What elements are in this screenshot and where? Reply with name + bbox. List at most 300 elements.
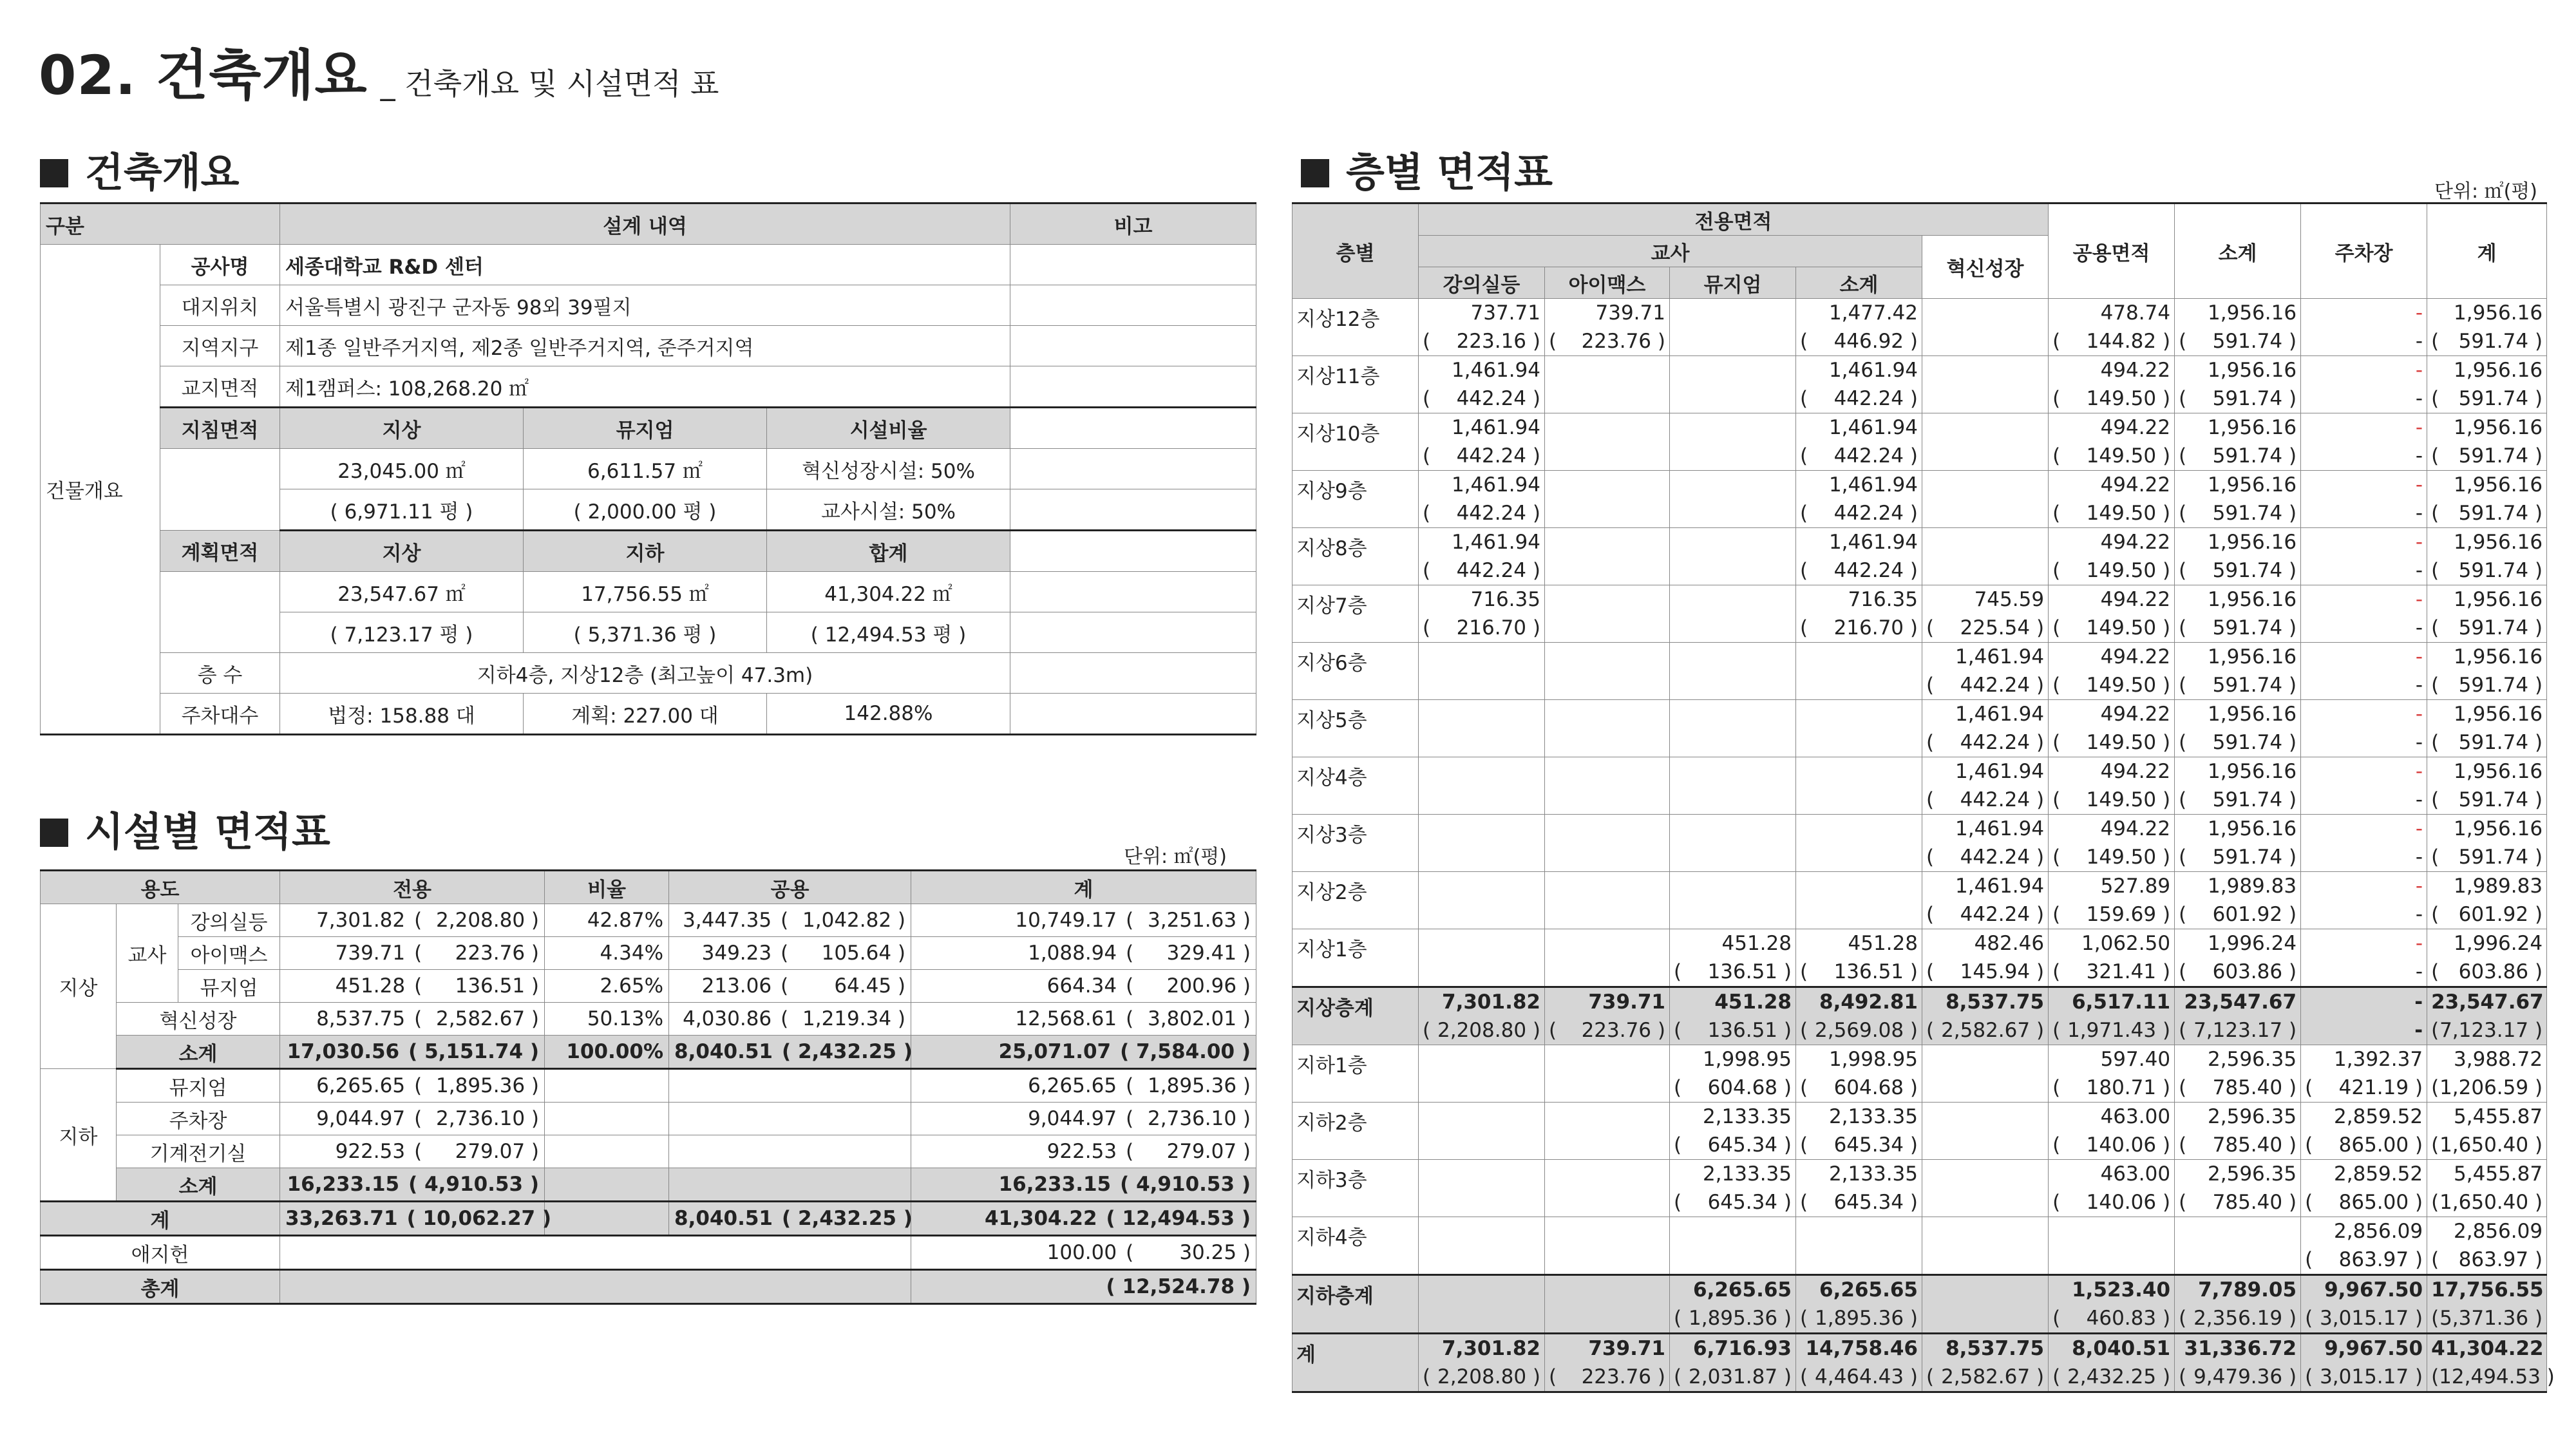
floor-label: 지상층계 (1293, 987, 1419, 1045)
plan-sum-py: ( 12,494.53 평 ) (767, 612, 1010, 653)
floor-common-py: 149.50 (2086, 387, 2157, 410)
floor-total-m2: 23,547.67 (2431, 990, 2544, 1014)
floor-museum (1670, 815, 1796, 872)
floor-subtotal: 1,956.16 ( 591.74 ) (2175, 815, 2301, 872)
floor-school-subtotal: 2,133.35 ( 645.34 ) (1796, 1103, 1922, 1160)
floor-common: 1,523.40 ( 460.83 ) (2049, 1275, 2175, 1334)
floor-total-py: 591.74 (2458, 444, 2529, 468)
floor-subtotal: 2,596.35 ( 785.40 ) (2175, 1045, 2301, 1103)
floor-common: 494.22 ( 149.50 ) (2049, 413, 2175, 471)
common: 4,030.86 ( 1,219.34 ) (669, 1003, 911, 1036)
floor-common: 478.74 ( 144.82 ) (2049, 299, 2175, 356)
common: 8,040.51 ( 2,432.25 ) (669, 1202, 911, 1236)
floor-imax (1545, 471, 1670, 528)
floor-subtotal: 1,956.16 ( 591.74 ) (2175, 413, 2301, 471)
floor-museum: 2,133.35 ( 645.34 ) (1670, 1103, 1796, 1160)
plan-label: 계획면적 (160, 531, 280, 572)
floor-subtotal-py: 785.40 (2212, 1076, 2283, 1099)
floor-school-subtotal: 8,492.81 ( 2,569.08 ) (1796, 987, 1922, 1045)
floor-parking-dash: - (2415, 473, 2423, 497)
floor-school-subtotal-py: 216.70 (1833, 616, 1904, 639)
facility-row (41, 1036, 1256, 1069)
floor-common-m2: 6,517.11 (2072, 990, 2171, 1014)
floor-subtotal: 1,956.16 ( 591.74 ) (2175, 356, 2301, 413)
h-lecture: 강의실등 (1419, 267, 1545, 299)
floor-lecture (1419, 1217, 1545, 1275)
floor-lecture-m2: 7,301.82 (1442, 990, 1540, 1014)
common: 3,447.35 ( 1,042.82 ) (669, 904, 911, 937)
floor-lecture (1419, 1275, 1545, 1334)
floor-imax (1545, 872, 1670, 929)
floor-common-m2: 494.22 (2100, 416, 2171, 439)
total: 10,749.17 ( 3,251.63 ) (911, 904, 1256, 937)
floor-parking-dash-py: - (2415, 903, 2423, 926)
f-head-use: 용도 (41, 871, 280, 904)
floor-parking-m2: 2,859.52 (2334, 1105, 2423, 1128)
floor-lecture-py: 442.24 (1456, 387, 1527, 410)
floor-school-subtotal: 1,998.95 ( 604.68 ) (1796, 1045, 1922, 1103)
f-head-exclusive: 전용 (280, 871, 545, 904)
remark-cell (1010, 408, 1256, 449)
floor-innov-py: 225.54 (1960, 616, 2031, 639)
floor-school-subtotal: 451.28 ( 136.51 ) (1796, 929, 1922, 987)
floor-parking (2301, 528, 2427, 585)
floor-subtotal-m2: 23,547.67 (2184, 990, 2297, 1014)
remark-cell (1010, 449, 1256, 489)
floor-total: 41,304.22 ( 12,494.53 ) (2427, 1334, 2547, 1392)
floor-school-subtotal (1796, 700, 1922, 757)
floor-parking-py: 421.19 (2338, 1076, 2409, 1099)
floor-parking-dash: - (2415, 703, 2423, 726)
floor-imax-m2: 739.71 (1588, 1337, 1665, 1360)
remark-cell (1010, 489, 1256, 531)
common-m2: 213.06 (701, 974, 772, 998)
floor-total-m2: 17,756.55 (2431, 1278, 2544, 1302)
floor-total-py: 591.74 (2458, 846, 2529, 869)
remark-cell (1010, 285, 1256, 326)
ratio (545, 1135, 669, 1168)
remark-cell (1010, 531, 1256, 572)
floor-school-subtotal-py: 645.34 (1833, 1133, 1904, 1157)
floor-subtotal-py: 591.74 (2212, 846, 2283, 869)
floor-row (1293, 700, 2547, 757)
floor-common-m2: 494.22 (2100, 703, 2171, 726)
common: 213.06 ( 64.45 ) (669, 970, 911, 1003)
floor-parking-dash: - (2415, 645, 2423, 668)
floor-school-subtotal (1796, 815, 1922, 872)
floor-common: 527.89 ( 159.69 ) (2049, 872, 2175, 929)
floor-total-m2: 1,956.16 (2454, 817, 2543, 840)
guide-above-py: ( 6,971.11 평 ) (280, 489, 524, 531)
floor-museum (1670, 413, 1796, 471)
total: 9,044.97 ( 2,736.10 ) (911, 1103, 1256, 1135)
h-floor: 층별 (1293, 204, 1419, 299)
floor-row (1293, 757, 2547, 815)
floor-imax: 739.71 ( 223.76 ) (1545, 299, 1670, 356)
floor-museum-m2: 2,133.35 (1702, 1162, 1792, 1186)
floor-parking-py: 3,015.17 (2320, 1307, 2409, 1330)
floor-school-subtotal: 1,461.94 ( 442.24 ) (1796, 356, 1922, 413)
floor-common-py: 460.83 (2086, 1307, 2157, 1330)
floor-school-subtotal-m2: 2,133.35 (1828, 1105, 1918, 1128)
floor-row (1293, 643, 2547, 700)
total: 16,233.15 ( 4,910.53 ) (911, 1168, 1256, 1202)
floor-imax-m2: 739.71 (1588, 990, 1665, 1014)
exclusive-m2: 7,301.82 (316, 909, 406, 932)
exclusive-m2: 9,044.97 (316, 1107, 406, 1130)
floor-label: 지상1층 (1293, 929, 1419, 987)
floor-lecture-m2: 1,461.94 (1451, 416, 1540, 439)
floor-common-py: 180.71 (2086, 1076, 2157, 1099)
floor-subtotal: 2,596.35 ( 785.40 ) (2175, 1160, 2301, 1217)
floor-school-subtotal: 1,477.42 ( 446.92 ) (1796, 299, 1922, 356)
floor-parking: 9,967.50 ( 3,015.17 ) (2301, 1334, 2427, 1392)
floor-innov-py: 2,582.67 (1941, 1019, 2031, 1042)
plan-head-above: 지상 (280, 531, 524, 572)
header-category: 구분 (41, 204, 280, 245)
floor-common-m2: 494.22 (2100, 645, 2171, 668)
above-label: 지상 (41, 904, 117, 1069)
floor-imax (1545, 643, 1670, 700)
floor-subtotal: 1,996.24 ( 603.86 ) (2175, 929, 2301, 987)
floor-parking-dash: - (2415, 588, 2423, 611)
floor-common-m2: 494.22 (2100, 760, 2171, 783)
h-common: 공용면적 (2049, 204, 2175, 299)
floor-school-subtotal: 1,461.94 ( 442.24 ) (1796, 471, 1922, 528)
common: 8,040.51 ( 2,432.25 ) (669, 1036, 911, 1069)
facility-row-label: 뮤지엄 (178, 970, 280, 1003)
floor-total-py: 591.74 (2458, 387, 2529, 410)
floor-parking-dash-py: - (2415, 960, 2423, 983)
floor-innov-py: 442.24 (1960, 846, 2031, 869)
floor-lecture (1419, 872, 1545, 929)
group-label: 건물개요 (41, 245, 160, 735)
floor-innov-py: 145.94 (1960, 960, 2031, 983)
facility-row-label: 아이맥스 (178, 937, 280, 970)
floor-subtotal-m2: 1,956.16 (2208, 301, 2297, 325)
floor-total: 1,956.16 ( 591.74 ) (2427, 413, 2547, 471)
facility-row (41, 937, 1256, 970)
floor-total-m2: 41,304.22 (2431, 1337, 2544, 1360)
floor-school-subtotal (1796, 1217, 1922, 1275)
floor-subtotal-py: 591.74 (2212, 674, 2283, 697)
floor-innov-m2: 1,461.94 (1955, 760, 2045, 783)
floor-innov: 1,461.94 ( 442.24 ) (1922, 700, 2049, 757)
floor-school-subtotal: 1,461.94 ( 442.24 ) (1796, 413, 1922, 471)
floor-parking-dash: - (2415, 817, 2423, 840)
section-title-facility: 시설별 면적표 (40, 800, 330, 857)
floor-parking-dash-py: - (2415, 731, 2423, 754)
floor-school-subtotal (1796, 872, 1922, 929)
floor-imax-m2: 739.71 (1595, 301, 1665, 325)
grand-total: ( 12,524.78 ) (911, 1270, 1256, 1304)
floor-innov-m2: 8,537.75 (1946, 1337, 2045, 1360)
floor-school-subtotal-m2: 8,492.81 (1819, 990, 1918, 1014)
floor-imax (1545, 1217, 1670, 1275)
floor-lecture (1419, 1160, 1545, 1217)
floor-total-m2: 1,956.16 (2454, 645, 2543, 668)
floor-row (1293, 1217, 2547, 1275)
floor-subtotal-m2: 1,956.16 (2208, 645, 2297, 668)
floor-museum (1670, 585, 1796, 643)
guide-head-ratio: 시설비율 (767, 408, 1010, 449)
floor-subtotal-m2: 2,596.35 (2208, 1105, 2297, 1128)
floor-lecture (1419, 1045, 1545, 1103)
parking-plan: 계획: 227.00 대 (524, 694, 767, 735)
floor-school-subtotal-py: 136.51 (1833, 960, 1904, 983)
floor-subtotal-py: 785.40 (2212, 1191, 2283, 1214)
floor-subtotal: 1,956.16 ( 591.74 ) (2175, 471, 2301, 528)
floor-imax (1545, 1275, 1670, 1334)
below-label: 지하 (41, 1069, 117, 1202)
grand-blank (280, 1270, 911, 1304)
floor-row (1293, 356, 2547, 413)
floor-parking-dash-py: - (2415, 559, 2423, 582)
floor-innov-py: 442.24 (1960, 903, 2031, 926)
floor-lecture: 1,461.94 ( 442.24 ) (1419, 356, 1545, 413)
floor-innov (1922, 1103, 2049, 1160)
facility-row (41, 970, 1256, 1003)
floor-museum-m2: 451.28 (1714, 990, 1792, 1014)
ratio (545, 1103, 669, 1135)
floor-total: 2,856.09 ( 863.97 ) (2427, 1217, 2547, 1275)
floor-lecture (1419, 929, 1545, 987)
floor-parking-py: 863.97 (2338, 1248, 2409, 1271)
floor-total-py: 1,206.59 (2439, 1076, 2529, 1099)
floor-subtotal: 1,956.16 ( 591.74 ) (2175, 757, 2301, 815)
floor-parking-dash-py: - (2414, 1019, 2423, 1042)
floor-lecture-m2: 716.35 (1470, 588, 1540, 611)
page-title (39, 32, 719, 110)
floor-subtotal-m2: 1,956.16 (2208, 531, 2297, 554)
floor-label: 지상4층 (1293, 757, 1419, 815)
plan-sum-m2: 41,304.22 ㎡ (767, 572, 1010, 612)
floor-parking-dash: - (2414, 990, 2423, 1014)
floor-row (1293, 413, 2547, 471)
f-head-common: 공용 (669, 871, 911, 904)
floor-innov-py: 442.24 (1960, 731, 2031, 754)
grand-total-py: 12,524.78 (1122, 1275, 1235, 1298)
floor-lecture-py: 442.24 (1456, 502, 1527, 525)
floor-lecture-py: 2,208.80 (1437, 1365, 1527, 1388)
floor-lecture-m2: 1,461.94 (1451, 531, 1540, 554)
common-py: 105.64 (821, 942, 892, 965)
floor-innov (1922, 1217, 2049, 1275)
floor-subtotal-py: 591.74 (2212, 616, 2283, 639)
floor-imax (1545, 585, 1670, 643)
common (669, 1069, 911, 1103)
floor-total-py: 12,494.53 (2439, 1365, 2541, 1388)
floor-museum-py: 645.34 (1707, 1133, 1778, 1157)
floor-subtotal-py: 785.40 (2212, 1133, 2283, 1157)
floor-common-m2: 494.22 (2100, 359, 2171, 382)
header-design: 설계 내역 (280, 204, 1010, 245)
facility-row (41, 1135, 1256, 1168)
floor-parking: 2,859.52 ( 865.00 ) (2301, 1103, 2427, 1160)
h-school-subtotal: 소계 (1796, 267, 1922, 299)
floor-common: 494.22 ( 149.50 ) (2049, 757, 2175, 815)
floor-total-py: 591.74 (2458, 559, 2529, 582)
floor-parking (2301, 413, 2427, 471)
total: 25,071.07 ( 7,584.00 ) (911, 1036, 1256, 1069)
floor-total-py: 1,650.40 (2439, 1133, 2529, 1157)
floor-subtotal-m2: 1,956.16 (2208, 588, 2297, 611)
floor-school-subtotal: 1,461.94 ( 442.24 ) (1796, 528, 1922, 585)
h-museum: 뮤지엄 (1670, 267, 1796, 299)
floor-innov: 1,461.94 ( 442.24 ) (1922, 872, 2049, 929)
floor-subtotal: 1,989.83 ( 601.92 ) (2175, 872, 2301, 929)
floor-innov: 745.59 ( 225.54 ) (1922, 585, 2049, 643)
floor-subtotal: 2,596.35 ( 785.40 ) (2175, 1103, 2301, 1160)
floor-parking-dash: - (2415, 359, 2423, 382)
project-label: 공사명 (160, 245, 280, 285)
total-py: 2,736.10 (1148, 1107, 1237, 1130)
floor-parking (2301, 929, 2427, 987)
floor-museum: 451.28 ( 136.51 ) (1670, 987, 1796, 1045)
floor-parking (2301, 299, 2427, 356)
floor-total-py: 591.74 (2458, 674, 2529, 697)
floor-subtotal-m2: 7,789.05 (2198, 1278, 2297, 1302)
floor-lecture (1419, 1103, 1545, 1160)
floor-common-py: 149.50 (2086, 444, 2157, 468)
exclusive-py: 4,910.53 (424, 1173, 524, 1196)
exclusive-m2: 17,030.56 (287, 1040, 400, 1063)
floor-museum (1670, 299, 1796, 356)
f-head-ratio: 비율 (545, 871, 669, 904)
floor-innov-m2: 1,461.94 (1955, 817, 2045, 840)
floor-subtotal-py: 591.74 (2212, 731, 2283, 754)
floor-imax: 739.71 ( 223.76 ) (1545, 987, 1670, 1045)
plan-head-sum: 합계 (767, 531, 1010, 572)
floor-label: 지상3층 (1293, 815, 1419, 872)
floor-subtotal-py: 591.74 (2212, 387, 2283, 410)
floor-imax (1545, 1160, 1670, 1217)
floor-school-subtotal (1796, 757, 1922, 815)
remark-cell (1010, 612, 1256, 653)
floor-school-subtotal-py: 442.24 (1833, 444, 1904, 468)
page-title-sub: _ 건축개요 및 시설면적 표 (380, 66, 719, 101)
floor-innov: 8,537.75 ( 2,582.67 ) (1922, 987, 2049, 1045)
exclusive-py: 2,582.67 (436, 1007, 526, 1030)
floor-museum-py: 1,895.36 (1689, 1307, 1778, 1330)
floor-common-py: 149.50 (2086, 846, 2157, 869)
floor-total-m2: 1,956.16 (2454, 760, 2543, 783)
parking-legal: 법정: 158.88 대 (280, 694, 524, 735)
total: 41,304.22 ( 12,494.53 ) (911, 1202, 1256, 1236)
floor-common-m2: 478.74 (2100, 301, 2171, 325)
common: 349.23 ( 105.64 ) (669, 937, 911, 970)
floor-innov (1922, 1275, 2049, 1334)
floor-total-m2: 5,455.87 (2454, 1162, 2543, 1186)
floor-innov-m2: 1,461.94 (1955, 703, 2045, 726)
exclusive-py: 10,062.27 (422, 1207, 536, 1230)
extra-total: 100.00 ( 30.25 ) (911, 1236, 1256, 1270)
floor-common-py: 149.50 (2086, 788, 2157, 811)
floor-total: 1,956.16 ( 591.74 ) (2427, 757, 2547, 815)
common (669, 1103, 911, 1135)
facility-row (41, 904, 1256, 937)
floor-parking (2301, 757, 2427, 815)
floor-school-subtotal-py: 446.92 (1833, 330, 1904, 353)
floor-label: 지상6층 (1293, 643, 1419, 700)
floor-imax (1545, 757, 1670, 815)
parking-ratio: 142.88% (767, 694, 1010, 735)
floor-parking-dash: - (2415, 301, 2423, 325)
common-py: 1,042.82 (802, 909, 892, 932)
floor-lecture (1419, 757, 1545, 815)
floor-lecture (1419, 815, 1545, 872)
floor-innov: 8,537.75 ( 2,582.67 ) (1922, 1334, 2049, 1392)
h-subtotal: 소계 (2175, 204, 2301, 299)
total: 1,088.94 ( 329.41 ) (911, 937, 1256, 970)
floor-label: 지하층계 (1293, 1275, 1419, 1334)
total-m2: 6,265.65 (1028, 1074, 1117, 1097)
total-py: 7,584.00 (1136, 1040, 1235, 1063)
facility-row-label: 기계전기실 (117, 1135, 280, 1168)
floor-common-m2: 494.22 (2100, 817, 2171, 840)
floor-total-m2: 1,989.83 (2454, 875, 2543, 898)
floor-common: 494.22 ( 149.50 ) (2049, 700, 2175, 757)
exclusive: 7,301.82 ( 2,208.80 ) (280, 904, 545, 937)
zone-value: 제1종 일반주거지역, 제2종 일반주거지역, 준주거지역 (280, 326, 1010, 366)
floor-parking-py: 3,015.17 (2320, 1365, 2409, 1388)
total-m2: 9,044.97 (1028, 1107, 1117, 1130)
floor-subtotal: 31,336.72 ( 9,479.36 ) (2175, 1334, 2301, 1392)
floor-subtotal-py: 601.92 (2212, 903, 2283, 926)
floor-subtotal-py: 2,356.19 (2193, 1307, 2283, 1330)
floor-total: 23,547.67 ( 7,123.17 ) (2427, 987, 2547, 1045)
floor-subtotal-m2: 1,956.16 (2208, 359, 2297, 382)
floor-total-m2: 1,996.24 (2454, 932, 2543, 955)
facility-row-label: 강의실등 (178, 904, 280, 937)
floor-common: 597.40 ( 180.71 ) (2049, 1045, 2175, 1103)
floor-subtotal-py: 591.74 (2212, 444, 2283, 468)
floor-subtotal-py: 603.86 (2212, 960, 2283, 983)
floor-row (1293, 1160, 2547, 1217)
section-title-floor: 층별 면적표 (1301, 140, 1553, 198)
floor-parking-dash-py: - (2415, 616, 2423, 639)
floor-total-m2: 1,956.16 (2454, 531, 2543, 554)
guide-museum-m2: 6,611.57 ㎡ (524, 449, 767, 489)
facility-row (41, 1103, 1256, 1135)
floor-common-m2: 1,523.40 (2072, 1278, 2171, 1302)
floor-total: 1,956.16 ( 591.74 ) (2427, 700, 2547, 757)
floor-parking-py: 865.00 (2338, 1133, 2409, 1157)
floor-innov-py: 442.24 (1960, 674, 2031, 697)
floor-label: 지상9층 (1293, 471, 1419, 528)
guide-ratio-school: 교사시설: 50% (767, 489, 1010, 531)
floor-imax (1545, 413, 1670, 471)
floor-parking (2301, 356, 2427, 413)
exclusive-m2: 33,263.71 (285, 1207, 398, 1230)
plan-head-below: 지하 (524, 531, 767, 572)
floor-parking (2301, 872, 2427, 929)
floor-common-py: 144.82 (2086, 330, 2157, 353)
total: 664.34 ( 200.96 ) (911, 970, 1256, 1003)
floor-label: 지하4층 (1293, 1217, 1419, 1275)
floor-total: 1,956.16 ( 591.74 ) (2427, 471, 2547, 528)
floor-lecture: 7,301.82 ( 2,208.80 ) (1419, 987, 1545, 1045)
floor-common-m2: 494.22 (2100, 473, 2171, 497)
exclusive-py: 223.76 (455, 942, 526, 965)
exclusive-py: 5,151.74 (424, 1040, 524, 1063)
floor-museum-py: 645.34 (1707, 1191, 1778, 1214)
floor-museum (1670, 700, 1796, 757)
floor-total: 1,956.16 ( 591.74 ) (2427, 356, 2547, 413)
floor-parking-py: 865.00 (2338, 1191, 2409, 1214)
ratio (545, 1202, 669, 1236)
floor-subtotal: 1,956.16 ( 591.74 ) (2175, 700, 2301, 757)
